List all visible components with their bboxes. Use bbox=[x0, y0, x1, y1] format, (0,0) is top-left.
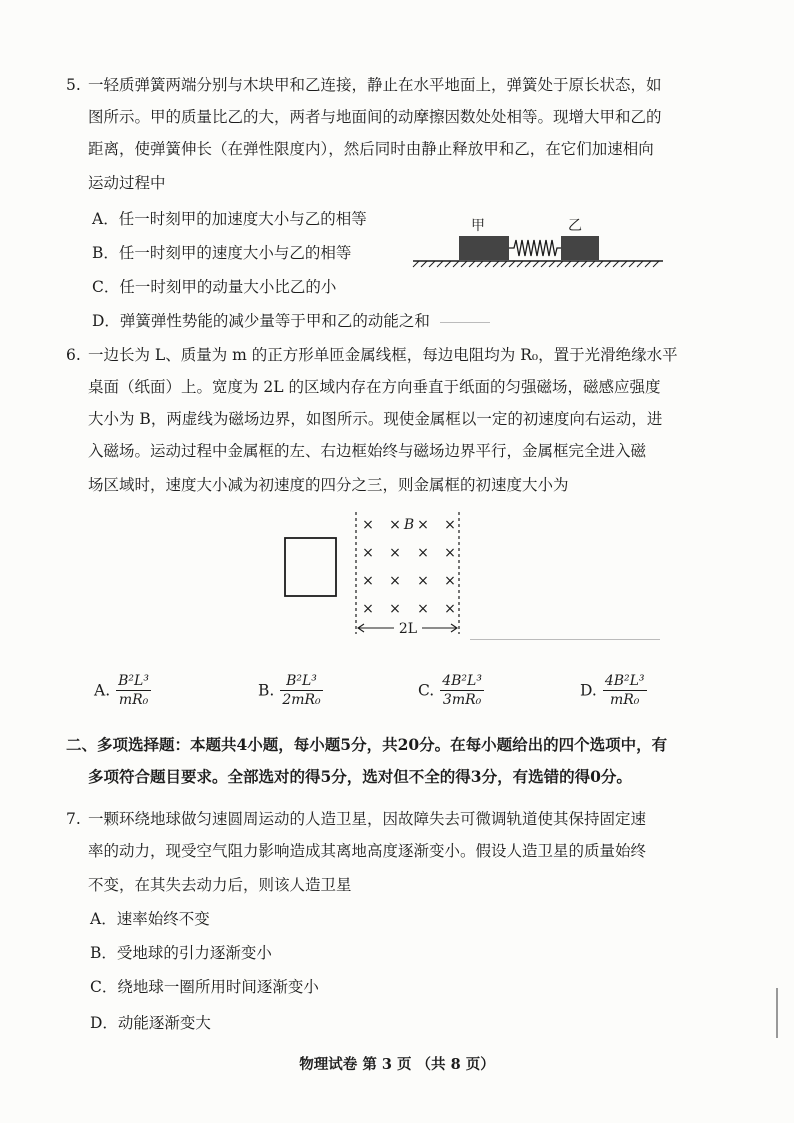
scan-mark bbox=[776, 988, 778, 1038]
svg-text:×: × bbox=[444, 517, 456, 533]
q6-line-1: 6. 一边长为 L、质量为 m 的正方形单匝金属线框，每边电阻均为 R₀，置于光滑绝缘水平 bbox=[66, 346, 678, 364]
svg-text:×: × bbox=[389, 601, 401, 617]
q5-line-3: 距离，使弹簧伸长（在弹性限度内），然后同时由静止释放甲和乙，在它们加速相向 bbox=[88, 140, 654, 158]
page-footer: 物理试卷 第 3 页 （共 8 页） bbox=[299, 1056, 495, 1073]
q6-option-a: A. $\frac{\text{B²L³}}{\text{mR₀}}$ bbox=[94, 673, 149, 708]
q7-option-b: B．受地球的引力逐渐变小 bbox=[90, 944, 272, 962]
svg-text:×: × bbox=[389, 545, 401, 561]
q6-line-5: 场区域时，速度大小减为初速度的四分之三，则金属框的初速度大小为 bbox=[88, 476, 569, 494]
svg-text:×: × bbox=[417, 573, 429, 589]
svg-text:×: × bbox=[417, 601, 429, 617]
q7-option-c: C．绕地球一圈所用时间逐渐变小 bbox=[90, 978, 319, 996]
svg-text:×: × bbox=[362, 545, 374, 561]
q5-line-1: 5. 一轻质弹簧两端分别与木块甲和乙连接，静止在水平地面上，弹簧处于原长状态，如 bbox=[66, 76, 662, 94]
q7-line-1: 7. 一颗环绕地球做匀速圆周运动的人造卫星，因故障失去可微调轨道使其保持固定速 bbox=[66, 810, 647, 828]
block-jia bbox=[459, 236, 509, 260]
section2-line-1: 二、多项选择题：本题共4小题，每小题5分，共20分。在每小题给出的四个选项中，有 bbox=[66, 735, 668, 754]
q5-line-4: 运动过程中 bbox=[88, 174, 166, 192]
q5-option-b: B．任一时刻甲的速度大小与乙的相等 bbox=[92, 244, 352, 262]
q6-option-b: B. $\frac{\text{B²L³}}{\text{2mR₀}}$ bbox=[258, 673, 321, 708]
svg-text:×: × bbox=[444, 573, 456, 589]
svg-text:×: × bbox=[362, 601, 374, 617]
q5-line-2: 图所示。甲的质量比乙的大，两者与地面间的动摩擦因数处处相等。现增大甲和乙的 bbox=[88, 108, 662, 126]
q5-option-a: A．任一时刻甲的加速度大小与乙的相等 bbox=[92, 210, 367, 228]
svg-text:×: × bbox=[417, 545, 429, 561]
block-yi bbox=[561, 236, 599, 260]
q7-number: 7. bbox=[66, 810, 81, 828]
svg-text:×: × bbox=[389, 573, 401, 589]
width-label: 2L bbox=[398, 621, 418, 637]
svg-text:×: × bbox=[362, 573, 374, 589]
q6-field-figure bbox=[278, 508, 478, 642]
svg-text:×: × bbox=[362, 517, 374, 533]
q7-line-2: 率的动力，现受空气阻力影响造成其离地高度逐渐变小。假设人造卫星的质量始终 bbox=[88, 842, 647, 860]
ground-hatch bbox=[413, 261, 659, 267]
scan-mark bbox=[470, 639, 660, 640]
section2-line-2: 多项符合题目要求。全部选对的得5分，选对但不全的得3分，有选错的得0分。 bbox=[88, 767, 632, 786]
q7-option-a: A．速率始终不变 bbox=[90, 910, 210, 928]
q6-line-3: 大小为 B，两虚线为磁场边界，如图所示。现使金属框以一定的初速度向右运动，进 bbox=[88, 410, 663, 428]
q7-option-d: D．动能逐渐变大 bbox=[90, 1014, 211, 1032]
svg-text:×: × bbox=[444, 545, 456, 561]
svg-text:×: × bbox=[444, 601, 456, 617]
scan-mark bbox=[440, 322, 490, 323]
field-label-b: B bbox=[403, 517, 415, 533]
q6-line-2: 桌面（纸面）上。宽度为 2L 的区域内存在方向垂直于纸面的匀强磁场，磁感应强度 bbox=[88, 378, 661, 396]
q6-number: 6. bbox=[66, 346, 81, 364]
svg-text:×: × bbox=[389, 517, 401, 533]
svg-text:×: × bbox=[417, 517, 429, 533]
q5-option-c: C．任一时刻甲的动量大小比乙的小 bbox=[92, 278, 337, 296]
q7-line-3: 不变，在其失去动力后，则该人造卫星 bbox=[88, 876, 352, 894]
q6-option-c: C. $\frac{\text{4B²L³}}{\text{3mR₀}}$ bbox=[418, 673, 482, 708]
q5-number: 5. bbox=[66, 76, 81, 94]
square-frame bbox=[285, 538, 336, 596]
q6-option-d: D. $\frac{\text{4B²L³}}{\text{mR₀}}$ bbox=[580, 673, 645, 708]
spring bbox=[509, 240, 561, 256]
label-yi: 乙 bbox=[568, 218, 582, 234]
q5-spring-figure bbox=[408, 214, 670, 272]
q5-option-d: D．弹簧弹性势能的减少量等于甲和乙的动能之和 bbox=[92, 312, 430, 330]
label-jia: 甲 bbox=[471, 218, 485, 234]
q6-line-4: 入磁场。运动过程中金属框的左、右边框始终与磁场边界平行，金属框完全进入磁 bbox=[88, 442, 647, 460]
